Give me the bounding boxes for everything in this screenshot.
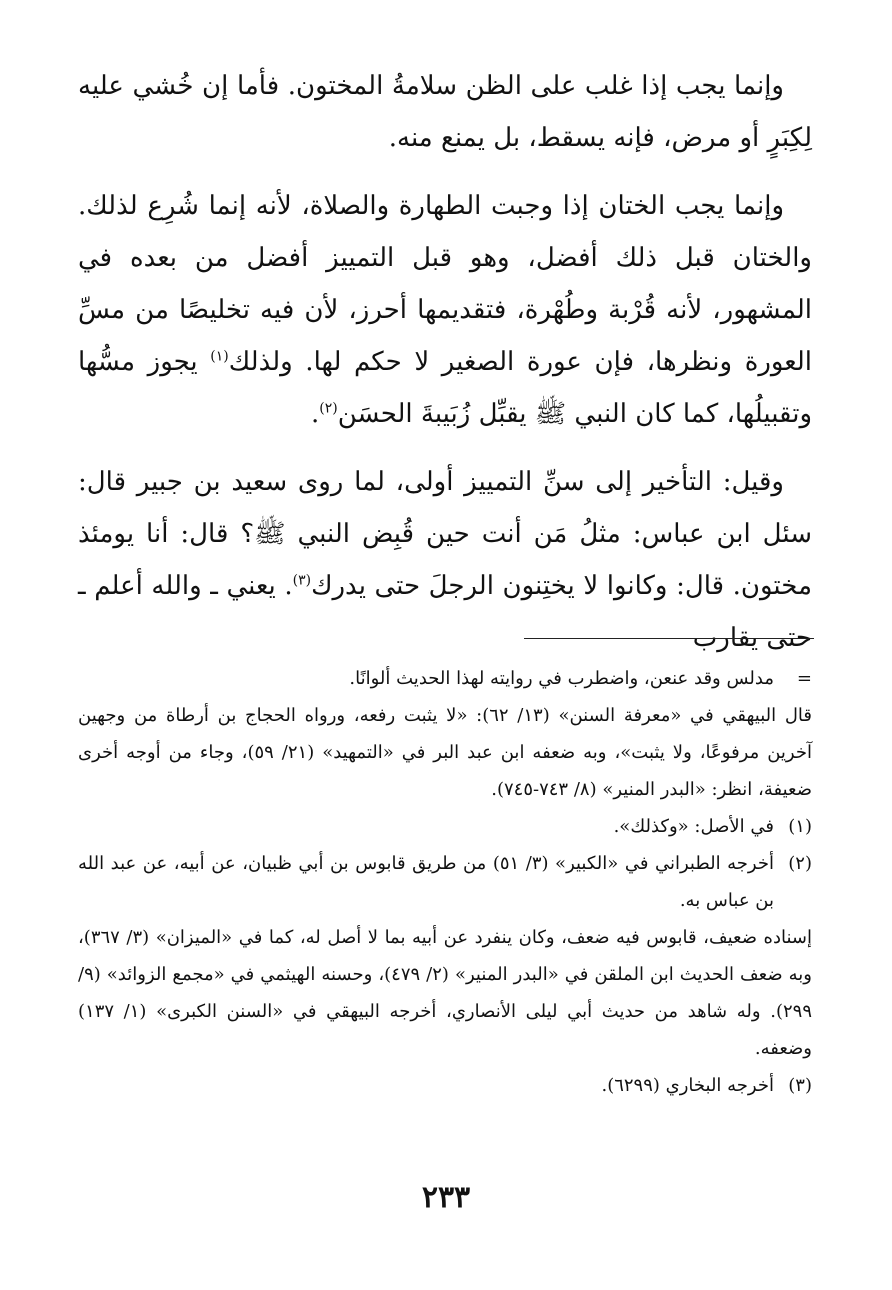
footnote-1-mark: (١) (788, 816, 812, 837)
footnote-1 (78, 808, 812, 845)
footnote-separator (524, 638, 814, 639)
continuation-text-2: قال البيهقي في «معرفة السنن» (١٣/ ٦٢): «لا يثبت رفعه، ورواه الحجاج بن أرطاة من وجهين آخرين مرفوعًا، ولا يثبت»، وبه ضعفه ابن عبد البر في «التمهيد» (٢١/ ٥٩)، وجاء من أوجه أخرى ضعيفة، انظر: «البدر المنير» (٨/ ٧٤٣-٧٤٥). (78, 705, 812, 800)
paragraph-3 (78, 456, 812, 664)
footnote-2-mark: (٢) (788, 853, 812, 874)
footnote-2-text: أخرجه الطبراني في «الكبير» (٣/ ٥١) من طريق قابوس بن أبي ظبيان، عن أبيه، عن عبد الله بن عباس به. (78, 853, 774, 911)
footnote-ref-1[interactable]: (١) (210, 348, 229, 365)
footnote-3-text: أخرجه البخاري (٦٢٩٩). (601, 1075, 774, 1096)
footnote-ref-2[interactable]: (٢) (319, 400, 338, 417)
footnote-ref-3[interactable]: (٣) (292, 572, 312, 589)
paragraph-3-text-a: وقيل: التأخير إلى سنِّ التمييز أولى، لما روى سعيد بن جبير قال: سئل ابن عباس: مثلُ مَن أنت حين قُبِض النبي ﷺ؟ قال: أنا يومئذ مختون. قال: وكانوا لا يختِنون الرجلَ حتى يدرك (78, 467, 812, 601)
continuation-mark: = (796, 668, 812, 689)
footnote-3-mark: (٣) (788, 1075, 812, 1096)
continuation-text: مدلس وقد عنعن، واضطرب في روايته لهذا الحديث ألوانًا. (349, 668, 774, 689)
paragraph-3-text-b: . يعني ـ والله أعلم ـ حتى يقارب (78, 571, 812, 653)
footnote-3 (78, 1067, 812, 1104)
footnotes (78, 660, 812, 1104)
paragraph-1-text: وإنما يجب إذا غلب على الظن سلامةُ المختون. فأما إن خُشي عليه لِكِبَرٍ أو مرض، فإنه يسقط، بل يمنع منه. (78, 71, 812, 153)
paragraph-2-text-c: . (310, 399, 320, 429)
footnote-continued (78, 660, 812, 697)
paragraph-1 (78, 60, 812, 164)
footnote-2-continuation: إسناده ضعيف، قابوس فيه ضعف، وكان ينفرد عن أبيه بما لا أصل له، كما في «الميزان» (٣/ ٣٦٧)، وبه ضعف الحديث ابن الملقن في «البدر المنير» (٢/ ٤٧٩)، وحسنه الهيثمي في «مجمع الزوائد» (٩/ ٢٩٩). وله شاهد من حديث أبي ليلى الأنصاري، أخرجه البيهقي في «السنن الكبرى» (١/ ١٣٧) وضعفه. (78, 927, 812, 1059)
page-number: ٢٣٣ (421, 1180, 471, 1215)
paragraph-2-text-a: وإنما يجب الختان إذا وجبت الطهارة والصلاة، لأنه إنما شُرِع لذلك. والختان قبل ذلك أفضل، وهو قبل التمييز أفضل من بعده في المشهور، لأنه قُرْبة وطُهْرة، فتقديمها أحرز، لأن فيه تخليصًا من مسِّ العورة ونظرها، فإن عورة الصغير لا حكم لها. ولذلك (78, 191, 812, 377)
paragraph-2 (78, 180, 812, 440)
footnote-1-text: في الأصل: «وكذلك». (613, 816, 774, 837)
paragraph-2-text-b: يجوز مسُّها وتقبيلُها، كما كان النبي ﷺ يقبِّل زُبَيبةَ الحسَن (78, 347, 812, 429)
footnote-2 (78, 845, 812, 919)
main-text (78, 60, 812, 680)
